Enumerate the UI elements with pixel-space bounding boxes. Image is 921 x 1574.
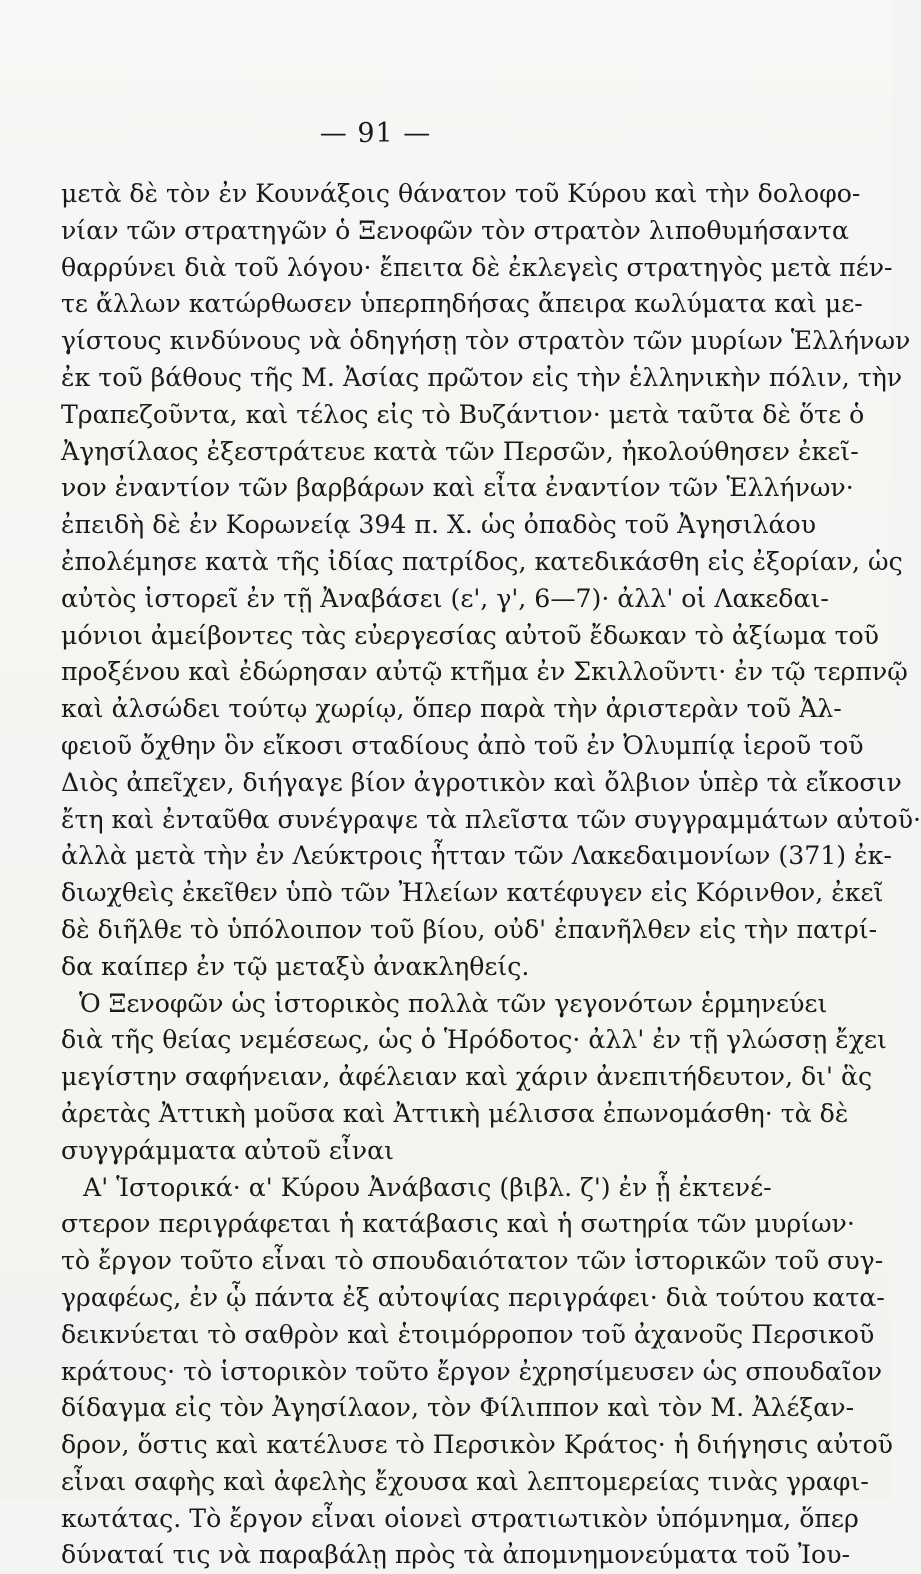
text-line: στερον περιγράφεται ἡ κατάβασις καὶ ἡ σωτηρία τῶν μυρίων· <box>61 1209 855 1239</box>
text-line: δα καίπερ ἐν τῷ μεταξὺ ἀνακληθείς. <box>61 951 530 981</box>
body-text <box>61 176 921 1574</box>
text-line: δεικνύεται τὸ σαθρὸν καὶ ἑτοιμόρροπον τοῦ ἀχανοῦς Περσικοῦ <box>61 1319 875 1349</box>
text-line: κωτάτας. Τὸ ἔργον εἶναι οἱονεὶ στρατιωτικὸν ὑπόμνημα, ὅπερ <box>61 1503 859 1533</box>
text-line: Διὸς ἀπεῖχεν, διήγαγε βίον ἀγροτικὸν καὶ ὄλβιον ὑπὲρ τὰ εἴκοσιν <box>61 767 902 797</box>
text-line: ἐπειδὴ δὲ ἐν Κορωνείᾳ 394 π. Χ. ὡς ὀπαδὸς τοῦ Ἀγησιλάου <box>61 510 817 540</box>
text-line: ἀρετὰς Ἀττικὴ μοῦσα καὶ Ἀττικὴ μέλισσα ἐπωνομάσθη· τὰ δὲ <box>61 1098 849 1128</box>
text-line: θαρρύνει διὰ τοῦ λόγου· ἔπειτα δὲ ἐκλεγεὶς στρατηγὸς μετὰ πέν- <box>61 252 893 282</box>
text-line: Α' Ἱστορικά· α' Κύρου Ἀνάβασις (βιβλ. ζ') ἐν ᾗ ἐκτενέ- <box>83 1172 772 1202</box>
text-line: τε ἄλλων κατώρθωσεν ὑπερπηδήσας ἄπειρα κωλύματα καὶ με- <box>61 289 863 319</box>
text-line: διωχθεὶς ἐκεῖθεν ὑπὸ τῶν Ἠλείων κατέφυγεν εἰς Κόρινθον, ἐκεῖ <box>61 878 884 908</box>
text-line: δύναταί τις νὰ παραβάλῃ πρὸς τὰ ἀπομνημονεύματα τοῦ Ἰου- <box>61 1540 851 1570</box>
text-line: ἔτη καὶ ἐνταῦθα συνέγραψε τὰ πλεῖστα τῶν συγγραμμάτων αὐτοῦ· <box>61 804 921 834</box>
text-line: ἐκ τοῦ βάθους τῆς Μ. Ἀσίας πρῶτον εἰς τὴν ἑλληνικὴν πόλιν, τὴν <box>61 362 903 392</box>
text-line: γίστους κινδύνους νὰ ὁδηγήσῃ τὸν στρατὸν τῶν μυρίων Ἑλλήνων <box>61 326 911 356</box>
text-line: γραφέως, ἐν ᾧ πάντα ἐξ αὐτοψίας περιγράφει· διὰ τούτου κατα- <box>61 1282 885 1312</box>
text-line: Τραπεζοῦντα, καὶ τέλος εἰς τὸ Βυζάντιον· μετὰ ταῦτα δὲ ὅτε ὁ <box>61 399 865 429</box>
text-line: δρον, ὅστις καὶ κατέλυσε τὸ Περσικὸν Κράτος· ἡ διήγησις αὐτοῦ <box>61 1430 893 1460</box>
text-line: συγγράμματα αὐτοῦ εἶναι <box>61 1135 394 1165</box>
text-line: μεγίστην σαφήνειαν, ἀφέλειαν καὶ χάριν ἀνεπιτήδευτον, δι' ἃς <box>61 1062 873 1092</box>
text-line: δὲ διῆλθε τὸ ὑπόλοιπον τοῦ βίου, οὐδ' ἐπανῆλθεν εἰς τὴν πατρί- <box>61 914 878 944</box>
text-line: μόνιοι ἀμείβοντες τὰς εὐεργεσίας αὐτοῦ ἔδωκαν τὸ ἀξίωμα τοῦ <box>61 620 879 650</box>
text-line: διὰ τῆς θείας νεμέσεως, ὡς ὁ Ἡρόδοτος· ἀλλ' ἐν τῇ γλώσσῃ ἔχει <box>61 1025 887 1055</box>
text-line: δίδαγμα εἰς τὸν Ἀγησίλαον, τὸν Φίλιππον καὶ τὸν Μ. Ἀλέξαν- <box>61 1393 855 1423</box>
text-line: αὐτὸς ἱστορεῖ ἐν τῇ Ἀναβάσει (ε', γ', 6—7)· ἀλλ' οἱ Λακεδαι- <box>61 583 829 613</box>
text-line: φειοῦ ὄχθην ὃν εἴκοσι σταδίους ἀπὸ τοῦ ἐν Ὀλυμπίᾳ ἱεροῦ τοῦ <box>61 730 864 760</box>
text-line: Ὁ Ξενοφῶν ὡς ἱστορικὸς πολλὰ τῶν γεγονότων ἑρμηνεύει <box>79 988 828 1018</box>
text-line: ἐπολέμησε κατὰ τῆς ἰδίας πατρίδος, κατεδικάσθη εἰς ἐξορίαν, ὡς <box>61 546 903 576</box>
text-line: καὶ ἀλσώδει τούτῳ χωρίῳ, ὅπερ παρὰ τὴν ἀριστερὰν τοῦ Ἀλ- <box>61 694 842 724</box>
text-line: νίαν τῶν στρατηγῶν ὁ Ξενοφῶν τὸν στρατὸν λιποθυμήσαντα <box>61 215 849 245</box>
text-line: ἀλλὰ μετὰ τὴν ἐν Λεύκτροις ἧτταν τῶν Λακεδαιμονίων (371) ἐκ- <box>61 841 892 871</box>
text-line: Ἀγησίλαος ἐξεστράτευε κατὰ τῶν Περσῶν, ἠκολούθησεν ἐκεῖ- <box>61 436 859 466</box>
text-line: προξένου καὶ ἐδώρησαν αὐτῷ κτῆμα ἐν Σκιλλοῦντι· ἐν τῷ τερπνῷ <box>61 657 908 687</box>
text-line: κράτους· τὸ ἱστορικὸν τοῦτο ἔργον ἐχρησίμευσεν ὡς σπουδαῖον <box>61 1356 883 1386</box>
page-number: — 91 — <box>319 118 432 149</box>
text-line: μετὰ δὲ τὸν ἐν Κουνάξοις θάνατον τοῦ Κύρου καὶ τὴν δολοφο- <box>61 179 861 208</box>
text-line: εἶναι σαφὴς καὶ ἀφελὴς ἔχουσα καὶ λεπτομερείας τινὰς γραφι- <box>61 1466 869 1496</box>
text-line: τὸ ἔργον τοῦτο εἶναι τὸ σπουδαιότατον τῶν ἱστορικῶν τοῦ συγ- <box>61 1246 884 1276</box>
text-line: νον ἐναντίον τῶν βαρβάρων καὶ εἶτα ἐναντίον τῶν Ἑλλήνων· <box>61 473 854 503</box>
